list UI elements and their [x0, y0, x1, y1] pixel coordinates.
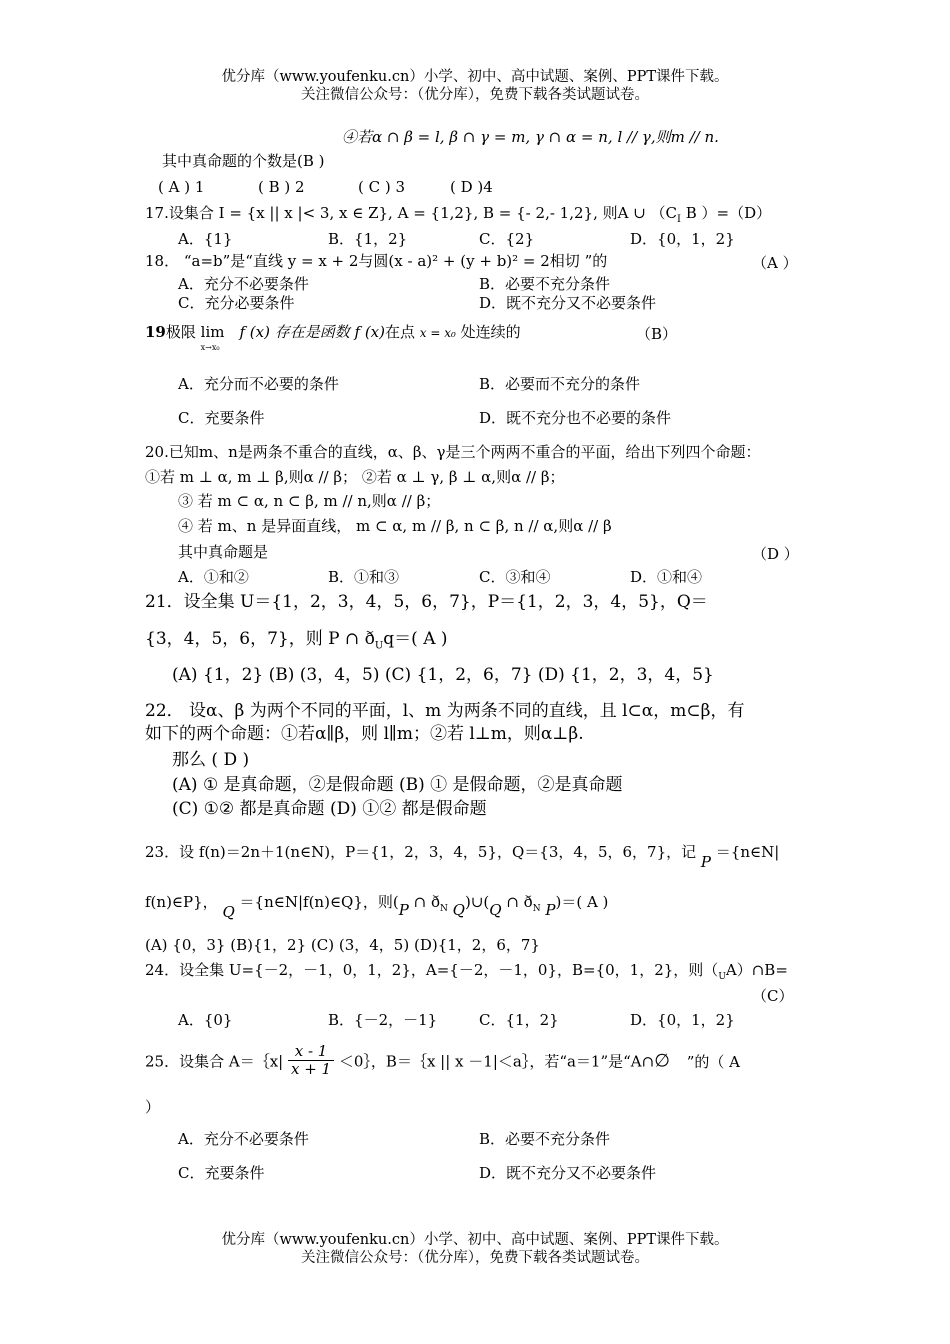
q24-stem-text: 24．设全集 U={－2，－1，0，1，2}，A={－2，－1，0}，B={0，1，2}，则（ [145, 961, 719, 979]
q16-proposition-4: ④若α ∩ β = l, β ∩ γ = m, γ ∩ α = n, l // γ,则m // n. [342, 128, 719, 146]
q19-at-point: 在点 [384, 323, 415, 341]
q23-sub-n: N [440, 904, 448, 914]
q23-line-1-text: 23．设 f(n)＝2n＋1(n∈N)，P＝{1，2，3，4，5}，Q＝{3，4，5，6，7}，记 [145, 843, 697, 861]
q19-option-d: D．既不充分也不必要的条件 [479, 409, 672, 427]
q23-line-2-c2: ∩ ð [506, 893, 533, 911]
q17-option-c: C．{2} [479, 230, 535, 248]
q25-stem-end: ） [145, 1098, 161, 1116]
q25-stem-c: ”的（ A [686, 1052, 740, 1071]
q17-subscript: I [677, 214, 681, 225]
q23-line-2-b: ＝{n∈N|f(n)∈Q}，则( [239, 893, 399, 911]
q17-option-a: A．{1} [178, 230, 233, 248]
q23-line-2-c: ∩ ð [413, 893, 440, 911]
q25-fraction [288, 1043, 334, 1078]
q24-stem [145, 961, 788, 986]
q23-p-hat: P [700, 853, 711, 871]
q23-line-1-end: ＝{n∈N| [715, 843, 780, 861]
q25-stem [145, 1042, 740, 1080]
q24-option-c: C．{1，2} [479, 1011, 559, 1029]
q23-line-1 [145, 843, 780, 871]
q22-options-2: (C) ①② 都是真命题 (D) ①② 都是假命题 [172, 799, 487, 819]
q24-option-b: B．{－2，－1} [328, 1011, 438, 1029]
q17-stem-end: B ）=（D） [685, 204, 772, 222]
q25-empty-set: ∅ [654, 1050, 670, 1072]
q23-line-2-a: f(n)∈P}， [145, 893, 218, 911]
q19-answer: （B） [636, 325, 678, 343]
q24-option-a: A．{0} [178, 1011, 233, 1029]
header-line-2: 关注微信公众号：（优分库），免费下载各类试题试卷。 [301, 87, 649, 103]
q19-fx-2: f (x) [354, 323, 385, 341]
q23-options: (A) {0，3} (B){1，2} (C) (3，4，5) (D){1，2，6，7} [145, 936, 540, 954]
q19-limit-sub: x→x₀ [200, 343, 220, 352]
q20-option-a: A．①和② [178, 568, 249, 586]
q20-option-d: D．①和④ [630, 568, 703, 586]
q25-option-d: D．既不充分又不必要条件 [479, 1164, 657, 1182]
q19-option-b: B．必要而不充分的条件 [479, 375, 641, 393]
q25-denominator: x + 1 [290, 1060, 332, 1078]
q20-proposition-4: ④ 若 m、n 是异面直线， m ⊂ α, m // β, n ⊂ β, n // α,则α // β [178, 517, 612, 535]
q16-option-d: ( D )4 [450, 178, 493, 196]
q20-proposition-3: ③ 若 m ⊂ α, n ⊂ β, m // n,则α // β； [178, 492, 441, 510]
q16-option-a: ( A ) 1 [158, 178, 205, 196]
q16-question: 其中真命题的个数是(B ) [162, 152, 325, 170]
q18-option-d: D．既不充分又不必要条件 [479, 294, 657, 312]
q17-option-d: D．{0，1，2} [630, 230, 735, 248]
q19-label: 极限 [165, 323, 196, 341]
q20-answer: （D ） [752, 545, 799, 563]
q19-fx: f (x) 存在是函数 [239, 323, 350, 341]
q19-continuous: 处连续的 [460, 323, 521, 341]
q18-option-a: A．充分不必要条件 [178, 275, 309, 293]
q18-stem: 18． “a=b”是“直线 y = x + 2与圆(x - a)² + (y + b)² = 2相切 ”的 [145, 252, 608, 270]
q16-option-b: ( B ) 2 [258, 178, 305, 196]
q21-subscript: U [374, 640, 384, 652]
footer-line-2: 关注微信公众号：（优分库），免费下载各类试题试卷。 [301, 1250, 649, 1266]
q20-option-b: B．①和③ [328, 568, 400, 586]
q18-option-b: B．必要不充分条件 [479, 275, 611, 293]
q23-line-2-d: )∪( [464, 893, 490, 911]
q23-q-hat-3: Q [489, 901, 502, 919]
q24-answer: （C） [752, 987, 794, 1005]
q23-sub-n-2: N [532, 904, 541, 914]
q20-propositions-1-2: ①若 m ⊥ α, m ⊥ β,则α // β； ②若 α ⊥ γ, β ⊥ α,则α // β； [145, 468, 565, 486]
q22-line-2: 如下的两个命题：①若α∥β，则 l∥m；②若 l⊥m，则α⊥β. [145, 724, 584, 744]
q23-line-2 [145, 893, 609, 921]
q21-options: (A) {1，2} (B) (3，4，5) (C) {1，2，6，7} (D) {1，2，3，4，5} [172, 665, 714, 685]
q25-option-c: C．充要条件 [178, 1164, 265, 1182]
q19-limit [200, 323, 235, 352]
q25-option-a: A．充分不必要条件 [178, 1130, 309, 1148]
q25-option-b: B．必要不充分条件 [479, 1130, 611, 1148]
q22-line-3: 那么 ( D ) [172, 750, 250, 770]
q20-question: 其中真命题是 [178, 543, 269, 561]
q17-option-b: B．{1，2} [328, 230, 408, 248]
q16-option-c: ( C ) 3 [358, 178, 406, 196]
q22-options-1: (A) ① 是真命题，②是假命题 (B) ① 是假命题，②是真命题 [172, 775, 623, 795]
q23-q-hat-2: Q [452, 901, 465, 919]
q23-line-2-e: )＝( A ) [555, 893, 609, 911]
q20-option-c: C．③和④ [479, 568, 551, 586]
q19-stem [145, 323, 521, 352]
header-line-1: 优分库（www.youfenku.cn）小学、初中、高中试题、案例、PPT课件下载。 [221, 69, 729, 85]
q19-number: 19 [145, 323, 166, 341]
q19-option-c: C．充要条件 [178, 409, 265, 427]
q19-option-a: A．充分而不必要的条件 [178, 375, 339, 393]
q21-line-2-end: q＝( A ) [383, 629, 448, 649]
q24-subscript: U [718, 972, 726, 982]
footer-line-1: 优分库（www.youfenku.cn）小学、初中、高中试题、案例、PPT课件下载。 [221, 1232, 729, 1248]
q25-numerator: x - 1 [288, 1043, 334, 1061]
q20-stem: 20.已知m、n是两条不重合的直线，α、β、γ是三个两两不重合的平面，给出下列四个命题： [145, 443, 761, 461]
q24-stem-end: A）∩B= [725, 961, 788, 979]
q24-option-d: D．{0，1，2} [630, 1011, 735, 1029]
q21-line-2 [145, 629, 448, 656]
q23-p-hat-3: P [545, 901, 556, 919]
q25-stem-a: 25．设集合 A＝｛x| [145, 1052, 284, 1071]
q23-p-hat-2: P [398, 901, 409, 919]
q17-stem-text: 17.设集合 I = {x || x |< 3, x ∈ Z}, A = {1,2}, B = {- 2,- 1,2}, 则A ∪ （C [145, 204, 678, 222]
q25-stem-b: ＜0｝，B＝｛x || x －1|＜a｝，若“a＝1”是“A∩ [338, 1052, 655, 1071]
q19-limit-text: lim [200, 323, 225, 341]
q22-line-1: 22． 设α、β 为两个不同的平面，l、m 为两条不同的直线，且 l⊂α，m⊂β，有 [145, 701, 745, 721]
q17-stem [145, 204, 771, 229]
q19-x0: x = x₀ [419, 326, 456, 340]
q18-answer: （A ） [752, 254, 798, 272]
q21-line-2-text: {3，4，5，6，7}，则 P ∩ ð [145, 629, 375, 649]
q18-option-c: C．充分必要条件 [178, 294, 295, 312]
q23-q-hat: Q [222, 903, 235, 921]
q21-line-1: 21．设全集 U＝{1，2，3，4，5，6，7}，P＝{1，2，3，4，5}，Q＝ [145, 592, 708, 612]
